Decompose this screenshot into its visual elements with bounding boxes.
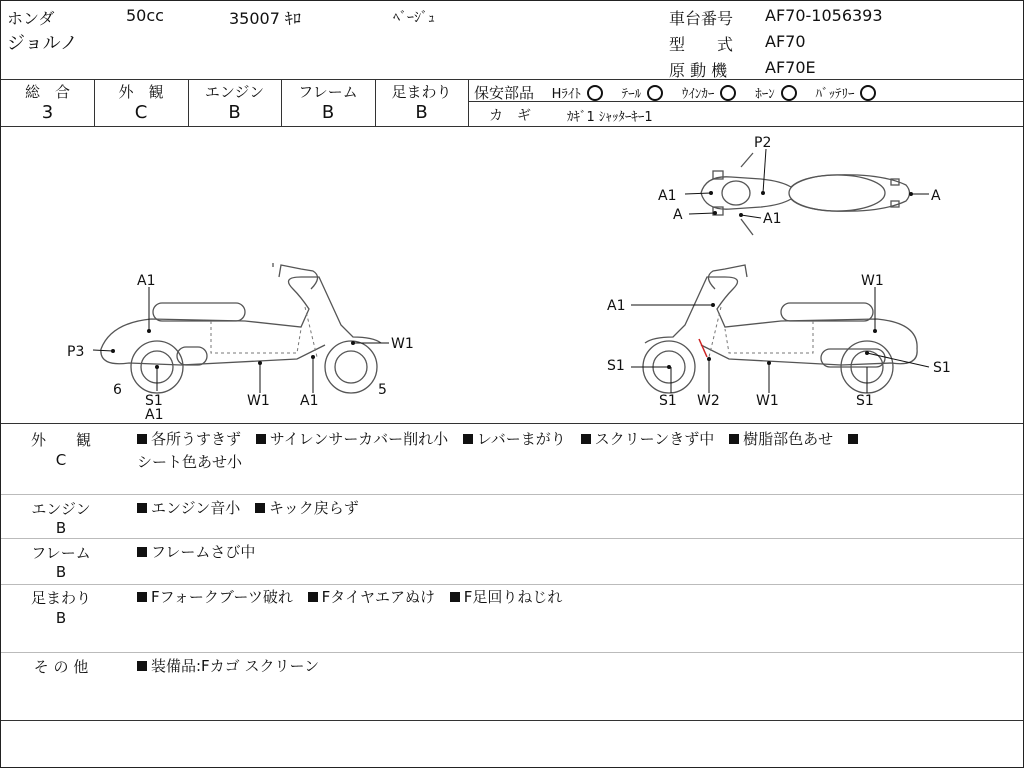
safety-item-battery: ﾊﾞｯﾃﾘｰ [815, 87, 855, 102]
label-right-s1-bottom-left: S1 [659, 393, 677, 409]
displacement: 50cc [126, 6, 164, 25]
ok-circle-icon [860, 85, 876, 101]
grade-label-exterior: 外 観 [118, 83, 164, 101]
label-right-w1-bottom: W1 [756, 393, 779, 409]
note-item: シート色あせ小 [137, 453, 243, 471]
grade-value-engine: B [228, 102, 241, 123]
label-left-s1: S1 [145, 393, 163, 409]
label-top-a-left: A [673, 207, 683, 223]
note-item: Fフォークブーツ破れ [151, 588, 293, 606]
engine-model-label: 原 動 機 [669, 61, 728, 80]
section-title-frame: フレーム [31, 544, 91, 562]
note-item: 樹脂部色あせ [743, 430, 834, 448]
section-title-other: そ の 他 [33, 658, 89, 676]
label-top-a-right: A [931, 188, 941, 204]
section-title-exterior: 外 観 [30, 431, 91, 449]
grade-label-suspension: 足まわり [391, 83, 452, 101]
divider [1, 494, 1023, 495]
section-title-suspension: 足まわり [30, 589, 91, 607]
note-item: F足回りねじれ [463, 588, 563, 606]
section-notes-exterior [137, 428, 1017, 474]
label-top-p2: P2 [754, 135, 772, 151]
damage-diagram [1, 127, 1023, 423]
section-grade-exterior: C [55, 451, 67, 469]
note-item: サイレンサーカバー削れ小 [269, 430, 449, 448]
key-value: ｶｷﾞ1 ｼｬｯﾀｰｷｰ1 [567, 110, 653, 125]
label-left-a1-mid: A1 [300, 393, 319, 409]
body-color: ﾍﾞｰｼﾞｭ [393, 10, 435, 26]
safety-parts [474, 82, 890, 103]
grade-label-engine: エンジン [204, 83, 265, 101]
divider [1, 79, 1023, 80]
section-notes-engine [137, 497, 369, 520]
label-left-w1-bottom: W1 [247, 393, 270, 409]
safety-item-horn: ﾎｰﾝ [755, 87, 775, 102]
divider [468, 79, 469, 126]
note-item: キック戻らず [269, 499, 359, 517]
ok-circle-icon [647, 85, 663, 101]
model-name: ジョルノ [7, 33, 78, 54]
divider [1, 652, 1023, 653]
label-top-a1-lower: A1 [763, 211, 782, 227]
scooter-top-view [701, 153, 910, 235]
label-right-s1-right: S1 [933, 360, 951, 376]
mileage: 35007 ｷﾛ [229, 9, 301, 28]
safety-item-taillight: ﾃｰﾙ [621, 87, 642, 102]
chassis-value: AF70-1056393 [765, 6, 883, 25]
section-title-engine: エンジン [31, 500, 91, 518]
section-notes-other [137, 655, 319, 678]
label-left-a1-top: A1 [137, 273, 156, 289]
label-left-6: 6 [113, 382, 122, 398]
note-item: 装備品:Fカゴ スクリーン [151, 657, 320, 675]
divider [1, 423, 1023, 424]
label-right-w2: W2 [697, 393, 720, 409]
grade-value-overall: 3 [41, 102, 54, 123]
safety-item-headlight: Hﾗｲﾄ [551, 87, 581, 102]
label-left-5: 5 [378, 382, 387, 398]
divider [1, 584, 1023, 585]
label-right-w1-top: W1 [861, 273, 884, 289]
maker: ホンダ [7, 9, 55, 28]
section-grade-engine: B [55, 519, 67, 537]
grade-value-exterior: C [134, 102, 148, 123]
label-right-s1-left: S1 [607, 358, 625, 374]
divider [1, 720, 1023, 721]
type-label: 型 式 [669, 35, 734, 54]
chassis-label: 車台番号 [669, 9, 734, 28]
note-item: スクリーンきず中 [594, 430, 715, 448]
label-left-w1-right: W1 [391, 336, 414, 352]
ok-circle-icon [720, 85, 736, 101]
note-item: エンジン音小 [151, 499, 241, 517]
section-grade-frame: B [55, 563, 67, 581]
grade-label-overall: 総 合 [24, 83, 70, 101]
safety-item-winker: ｳｲﾝｶｰ [681, 87, 715, 102]
note-item: Fタイヤエアぬけ [321, 588, 435, 606]
section-notes-suspension [137, 586, 572, 609]
label-left-a1-bottom: A1 [145, 407, 164, 423]
section-grade-suspension: B [55, 609, 67, 627]
note-item: レバーまがり [476, 430, 566, 448]
safety-title: 保安部品 [474, 84, 535, 102]
section-notes-frame [137, 541, 265, 564]
type-value: AF70 [765, 32, 806, 51]
note-item: 各所うすきず [151, 430, 242, 448]
grade-value-frame: B [321, 102, 335, 123]
grade-value-suspension: B [415, 102, 428, 123]
engine-model-value: AF70E [765, 58, 816, 77]
ok-circle-icon [781, 85, 797, 101]
note-item: フレームさび中 [151, 543, 256, 561]
divider [1, 538, 1023, 539]
label-left-p3: P3 [67, 344, 85, 360]
label-top-a1-left: A1 [658, 188, 677, 204]
ok-circle-icon [587, 85, 603, 101]
key-label: カ ギ [489, 108, 531, 124]
grade-label-frame: フレーム [298, 83, 358, 101]
label-right-s1-bottom-right: S1 [856, 393, 874, 409]
label-right-a1: A1 [607, 298, 626, 314]
